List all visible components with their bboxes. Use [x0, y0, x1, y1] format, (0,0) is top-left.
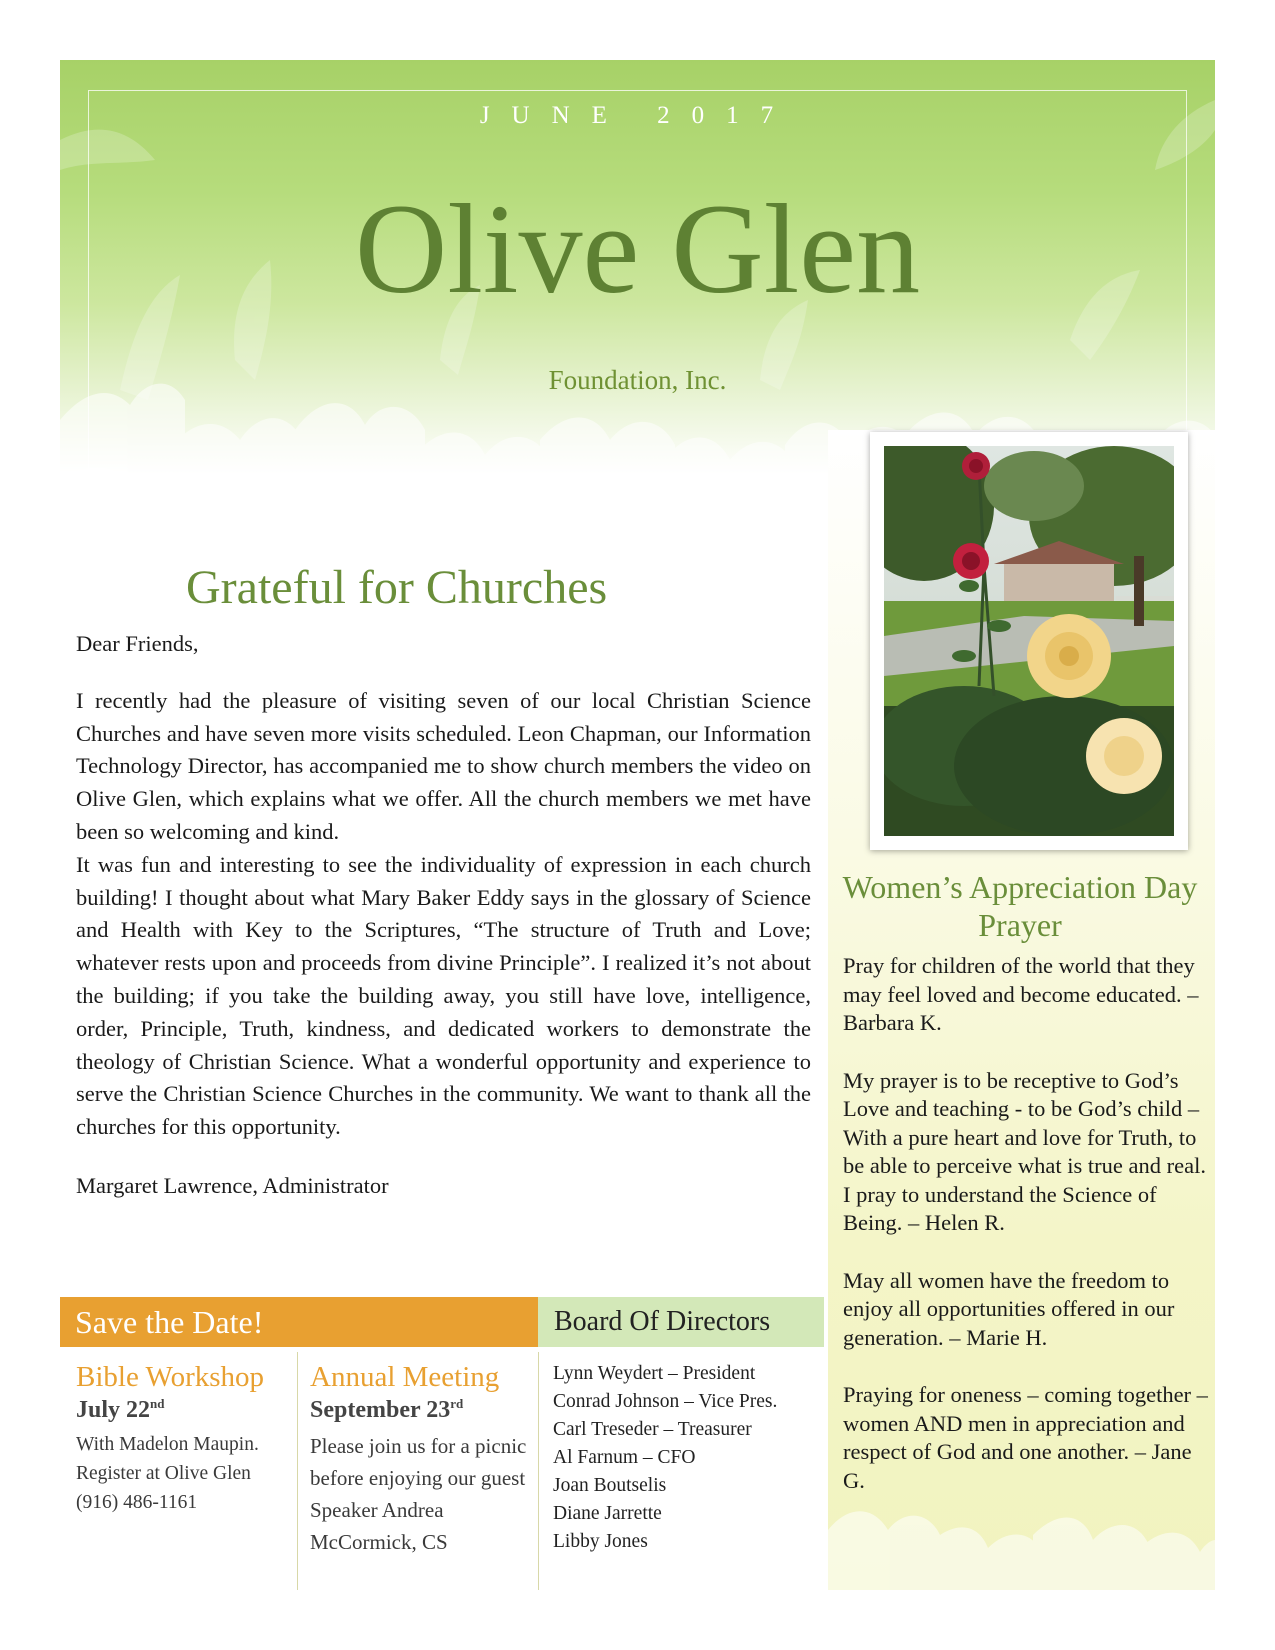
event-title: Bible Workshop [76, 1361, 265, 1393]
roses-photo-icon [884, 446, 1174, 836]
issue-date: JUNE 2017 [479, 102, 796, 129]
board-member: Carl Treseder – Treasurer [553, 1419, 752, 1440]
column-divider [538, 1352, 539, 1590]
event-date: September 23rd [310, 1396, 464, 1423]
letter-body [76, 628, 811, 1203]
prayer-heading: Women’s Appreciation Day Prayer [842, 869, 1198, 943]
board-member: Diane Jarrette [553, 1503, 662, 1524]
event-title: Annual Meeting [310, 1361, 500, 1393]
prayer-item: My prayer is to be receptive to God’s Love and teaching - to be God’s child – With a pure heart and love for Truth, to be able to perceive what is true and real. I pray to understand the Science of Being. – Helen R. [843, 1067, 1206, 1235]
save-the-date-bar: Save the Date! [60, 1297, 538, 1347]
prayer-list [843, 952, 1213, 1524]
letter-paragraph: It was fun and interesting to see the individuality of expression in each church building! I thought about what Mary Baker Eddy says in the glossary of Science and Health with Key to the Scriptures, “The structure of Truth and Love; whatever rests upon and proceeds from divine Principle”. I realized it’s not about the building; if you take the building away, you still have love, intelligence, order, Principle, Truth, kindness, and dedicated workers to demonstrate the theology of Christian Science. What a wonderful opportunity and experience to serve the Christian Science Churches in the community. We want to thank all the churches for this opportunity. [76, 851, 811, 1140]
board-member: Conrad Johnson – Vice Pres. [553, 1391, 778, 1412]
prayer-item: Praying for oneness – coming together – women AND men in appreciation and respect of God and one another. – Jane G. [843, 1382, 1208, 1493]
event-annual-meeting [310, 1360, 530, 1558]
column-divider [297, 1352, 298, 1590]
prayer-item: Pray for children of the world that they may feel loved and become educated. – Barbara K. [843, 953, 1199, 1035]
board-member-list [553, 1360, 823, 1556]
letter-paragraph: I recently had the pleasure of visiting seven of our local Christian Science Churches and have seven more visits scheduled. Leon Chapman, our Information Technology Director, has accompanied me to show church members the video on Olive Glen, which explains what we offer. All the church members we met have been so welcoming and kind. [76, 687, 811, 844]
board-member: Libby Jones [553, 1531, 648, 1552]
newsletter-subtitle: Foundation, Inc. [548, 365, 727, 395]
photo-frame [870, 432, 1188, 850]
board-member: Joan Boutselis [553, 1475, 667, 1496]
event-description: Please join us for a picnic before enjoying our guest Speaker Andrea McCormick, CS [310, 1434, 527, 1554]
newsletter-title: Olive Glen [354, 178, 921, 320]
event-date: July 22nd [76, 1396, 165, 1423]
board-of-directors-bar: Board Of Directors [538, 1297, 824, 1347]
event-bible-workshop [76, 1360, 286, 1517]
letter-salutation: Dear Friends, [76, 631, 199, 656]
event-description: With Madelon Maupin. Register at Olive Glen (916) 486-1161 [76, 1434, 259, 1513]
letter-signature: Margaret Lawrence, Administrator [76, 1172, 389, 1198]
board-member: Lynn Weydert – President [553, 1363, 756, 1384]
prayer-item: May all women have the freedom to enjoy all opportunities offered in our generation. – Marie H. [843, 1267, 1175, 1350]
board-member: Al Farnum – CFO [553, 1447, 696, 1468]
letter-heading: Grateful for Churches [186, 561, 608, 614]
